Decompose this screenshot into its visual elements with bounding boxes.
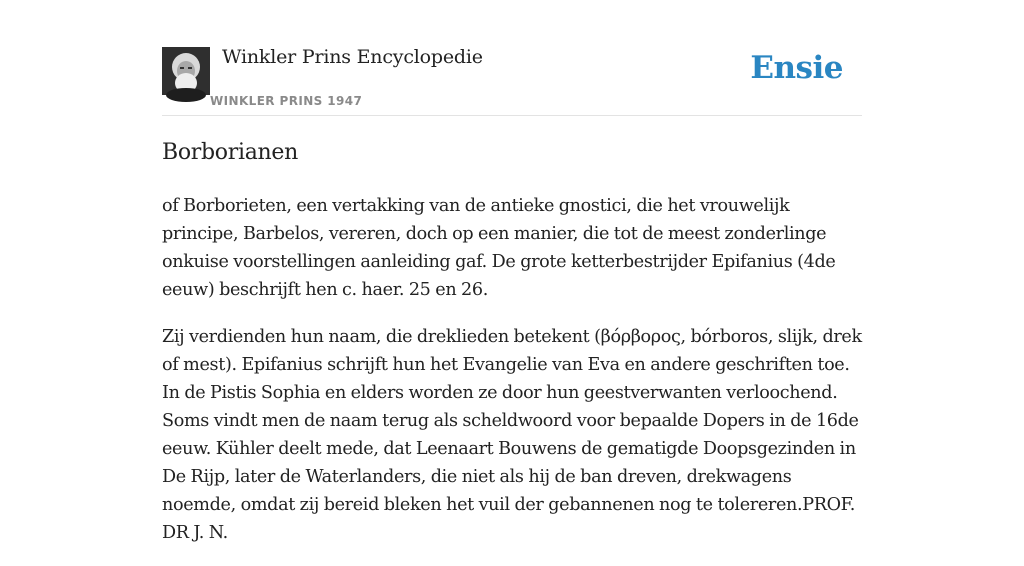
paragraph: of Borborieten, een vertakking van de antieke gnostici, die het vrouwelijk principe, Barbelos, vereren, doch op een manier, die tot de meest zonderlinge onkuise voorstellingen aanleiding gaf. De grote ketterbestrijder Epifanius (4de eeuw) beschrijft hen c. haer. 25 en 26.: [162, 196, 836, 300]
edition-label[interactable]: WINKLER PRINS 1947: [210, 94, 363, 108]
article-title: Borborianen: [162, 140, 298, 165]
paragraph: Zij verdienden hun naam, die dreklieden betekent (βόρβορος, bórboros, slijk, drek of mest). Epifanius schrijft hun het Evangelie van Eva en andere geschriften toe. In de Pistis Sophia en elders worden ze door hun geestverwanten verloochend. Soms vindt men de naam terug als scheldwoord voor bepaalde Dopers in de 16de eeuw. Kühler deelt mede, dat Leenaart Bouwens de gematigde Doopsgezinden in De Rijp, later de Waterlanders, die niet als hij de ban dreven, drekwagens noemde, omdat zij bereid bleken het vuil der gebannenen nog te tolereren.PROF. DR J. N.: [162, 327, 862, 543]
article-body: [162, 192, 862, 566]
author-avatar[interactable]: [162, 47, 210, 95]
brand-logo[interactable]: Ensie: [750, 50, 843, 86]
author-portrait-icon: [162, 47, 210, 95]
site-title[interactable]: Winkler Prins Encyclopedie: [222, 46, 483, 68]
site-header: [162, 44, 862, 116]
